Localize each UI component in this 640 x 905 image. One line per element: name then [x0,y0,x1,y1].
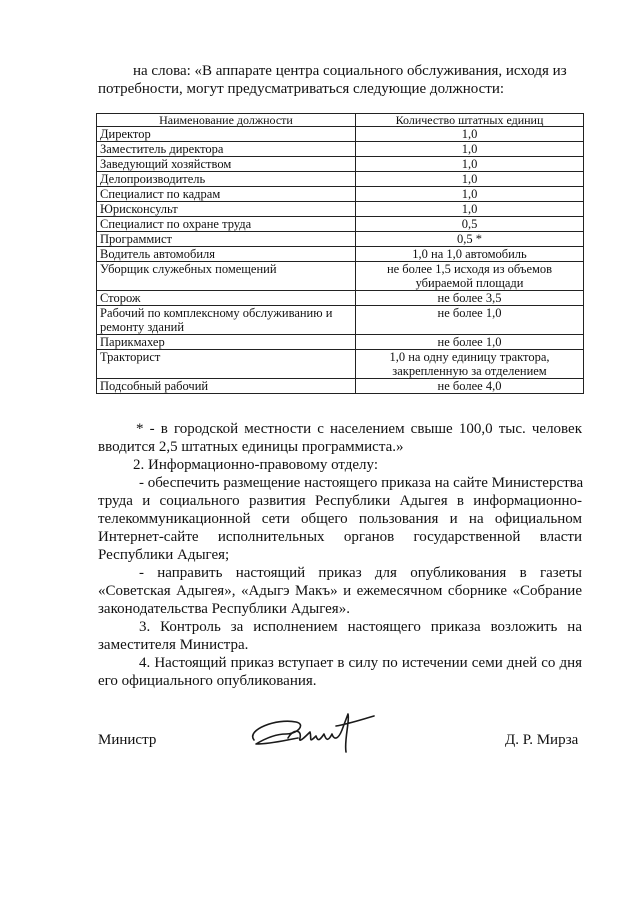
quantity-cell: не более 3,5 [356,291,584,306]
table-row [97,247,584,262]
signatory-position: Министр [98,732,157,748]
item2-b-line-1: - направить настоящий приказ для опубликования в газеты [139,565,582,581]
table-row [97,379,584,394]
signatory-name: Д. Р. Мирза [505,732,579,748]
quantity-cell: 1,0 [356,142,584,157]
position-name-cell: Заместитель директора [97,142,356,157]
position-name-cell: Программист [97,232,356,247]
footnote-line-2: вводится 2,5 штатных единицы программиста.» [98,439,404,455]
table-row [97,127,584,142]
table-row [97,335,584,350]
table-row [97,306,584,335]
position-name-cell: Сторож [97,291,356,306]
position-name-cell: Тракторист [97,350,356,379]
item2-a-line-5: Республики Адыгея; [98,547,230,563]
table-row [97,172,584,187]
quantity-cell: 0,5 [356,217,584,232]
table-row [97,291,584,306]
item2-a-line-3: телекоммуникационной сети общего пользования и на официальном [98,511,582,527]
item2-b-line-3: законодательства Республики Адыгея». [98,601,350,617]
table-header-row [97,114,584,127]
quantity-cell: не более 4,0 [356,379,584,394]
position-name-cell: Рабочий по комплексному обслуживанию и ремонту зданий [97,306,356,335]
quantity-cell: не более 1,0 [356,306,584,335]
quantity-cell: 1,0 [356,187,584,202]
table-row [97,202,584,217]
position-name-cell: Водитель автомобиля [97,247,356,262]
item2-title: 2. Информационно-правовому отделу: [133,457,379,473]
table-row [97,187,584,202]
table-row [97,262,584,291]
position-name-cell: Директор [97,127,356,142]
header-quantity: Количество штатных единиц [356,114,584,127]
quantity-cell: 1,0 [356,172,584,187]
item4-line-1: 4. Настоящий приказ вступает в силу по истечении семи дней со дня [139,655,582,671]
item2-b-line-2: «Советская Адыгея», «Адыгэ Макъ» и ежемесячном сборнике «Собрание [98,583,582,599]
item2-a-line-4: Интернет-сайте исполнительных органов государственной власти [98,529,582,545]
position-name-cell: Специалист по охране труда [97,217,356,232]
quantity-cell: 1,0 на 1,0 автомобиль [356,247,584,262]
position-name-cell: Делопроизводитель [97,172,356,187]
table-row [97,232,584,247]
table-body [97,127,584,394]
quantity-cell: 0,5 * [356,232,584,247]
position-name-cell: Специалист по кадрам [97,187,356,202]
item4-line-2: его официального опубликования. [98,673,317,689]
item2-a-line-1: - обеспечить размещение настоящего приказа на сайте Министерства [139,475,584,491]
quantity-cell: не более 1,5 исходя из объемов убираемой площади [356,262,584,291]
table-row [97,142,584,157]
handwritten-signature-icon [236,700,386,770]
table-row [97,217,584,232]
footnote-line-1: * - в городской местности с населением свыше 100,0 тыс. человек [136,421,582,437]
quantity-cell: не более 1,0 [356,335,584,350]
intro-line-1: на слова: «В аппарате центра социального обслуживания, исходя из [133,63,567,79]
position-name-cell: Подсобный рабочий [97,379,356,394]
header-position: Наименование должности [97,114,356,127]
position-name-cell: Заведующий хозяйством [97,157,356,172]
position-name-cell: Уборщик служебных помещений [97,262,356,291]
quantity-cell: 1,0 [356,127,584,142]
item3-line-2: заместителя Министра. [98,637,249,653]
position-name-cell: Парикмахер [97,335,356,350]
quantity-cell: 1,0 на одну единицу трактора, закрепленную за отделением [356,350,584,379]
quantity-cell: 1,0 [356,157,584,172]
position-name-cell: Юрисконсульт [97,202,356,217]
item2-a-line-2: труда и социального развития Республики Адыгея в информационно- [98,493,582,509]
table-row [97,350,584,379]
table-row [97,157,584,172]
positions-table [96,113,584,394]
quantity-cell: 1,0 [356,202,584,217]
item3-line-1: 3. Контроль за исполнением настоящего приказа возложить на [139,619,582,635]
intro-line-2: потребности, могут предусматриваться следующие должности: [98,81,505,97]
